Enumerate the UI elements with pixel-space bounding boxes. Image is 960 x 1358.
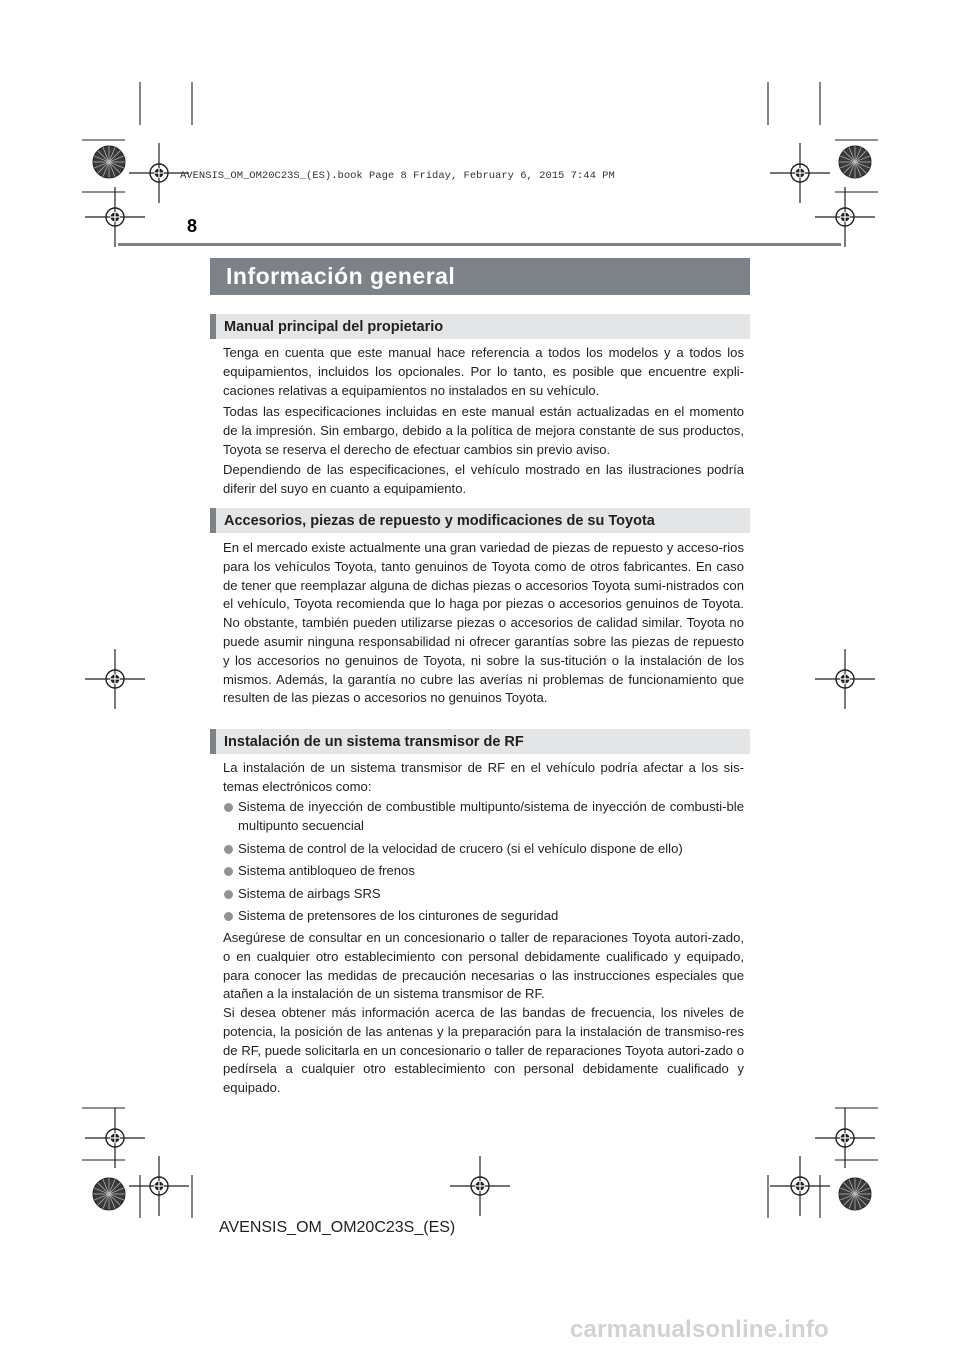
page-title: Información general	[210, 258, 750, 295]
paragraph: Si desea obtener más información acerca de las bandas de frecuencia, los niveles de potencia, la posición de las antenas y la preparación para la instalación de transmiso-res de RF, puede solicitarla en un concesionario o taller de reparaciones Toyota autori-zado o pedírsela a cualquier otro establecimiento con personal debidamente cualificado y equipado.	[223, 1005, 744, 1096]
list-item: Sistema de airbags SRS	[223, 885, 744, 904]
list-item: Sistema de inyección de combustible multipunto/sistema de inyección de combusti-ble multipunto secuencial	[223, 798, 744, 836]
section-heading-label: Instalación de un sistema transmisor de RF	[224, 734, 524, 750]
section-heading-label: Manual principal del propietario	[224, 319, 444, 335]
list-item: Sistema antibloqueo de frenos	[223, 862, 744, 881]
bullet-icon	[224, 803, 233, 812]
paragraph: Tenga en cuenta que este manual hace referencia a todos los modelos y a todos los equipamientos, incluidos los opcionales. Por lo tanto, es posible que encuentre expli-caciones relativas a equipamientos no instalados en su vehículo.	[223, 345, 744, 398]
section-heading-bar	[210, 729, 216, 754]
bullet-icon	[224, 867, 233, 876]
header-rule	[118, 243, 841, 246]
paragraph: Todas las especificaciones incluidas en este manual están actualizadas en el momento de la impresión. Sin embargo, debido a la política de mejora constante de sus productos, Toyota se reserva el derecho de efectuar cambios sin previo aviso.	[223, 404, 744, 457]
section-heading-bar	[210, 314, 216, 339]
watermark: carmanualsonline.info	[570, 1316, 829, 1343]
section-heading-rf	[210, 729, 750, 754]
footer-code: AVENSIS_OM_OM20C23S_(ES)	[219, 1219, 456, 1236]
paragraph: Asegúrese de consultar en un concesionario o taller de reparaciones Toyota autori-zado, o en cualquier otro establecimiento con personal debidamente cualificado y equipado, para conocer las medidas de precaución necesarias o las instrucciones especiales que atañen a la instalación de un sistema transmisor de RF.	[223, 930, 744, 1002]
bullet-icon	[224, 890, 233, 899]
paragraph: Dependiendo de las especificaciones, el vehículo mostrado en las ilustraciones podría diferir del suyo en cuanto a equipamiento.	[223, 462, 744, 496]
list-item: Sistema de pretensores de los cinturones de seguridad	[223, 907, 744, 926]
bullet-icon	[224, 845, 233, 854]
section-heading-bar	[210, 508, 216, 533]
book-info-line: AVENSIS_OM_OM20C23S_(ES).book Page 8 Friday, February 6, 2015 7:44 PM	[180, 170, 615, 182]
list-item: Sistema de control de la velocidad de crucero (si el vehículo dispone de ello)	[223, 840, 744, 859]
paragraph: En el mercado existe actualmente una gran variedad de piezas de repuesto y acceso-rios para los vehículos Toyota, tanto genuinos de Toyota como de otros fabricantes. En caso de tener que reemplazar alguna de dichas piezas o accesorios Toyota sumi-nistrados con el vehículo, Toyota recomienda que lo haga por piezas o accesorios genuinos de Toyota. No obstante, también pueden utilizarse piezas o accesorios de calidad similar. Toyota no puede asumir ninguna responsabilidad ni ofrecer garantías sobre las piezas de repuesto y los accesorios no genuinos de Toyota, ni sobre la sus-titución o la instalación de los mismos. Además, la garantía no cubre las averías ni problemas de funcionamiento que resulten de las piezas o accesorios no genuinos Toyota.	[223, 540, 744, 706]
paragraph: La instalación de un sistema transmisor de RF en el vehículo podría afectar a los sis-temas electrónicos como:	[223, 760, 744, 794]
bullet-icon	[224, 912, 233, 921]
section-heading-label: Accesorios, piezas de repuesto y modificaciones de su Toyota	[224, 513, 655, 529]
page-number: 8	[187, 216, 198, 236]
section-heading-accessories	[210, 508, 750, 533]
section-heading-manual	[210, 314, 750, 339]
